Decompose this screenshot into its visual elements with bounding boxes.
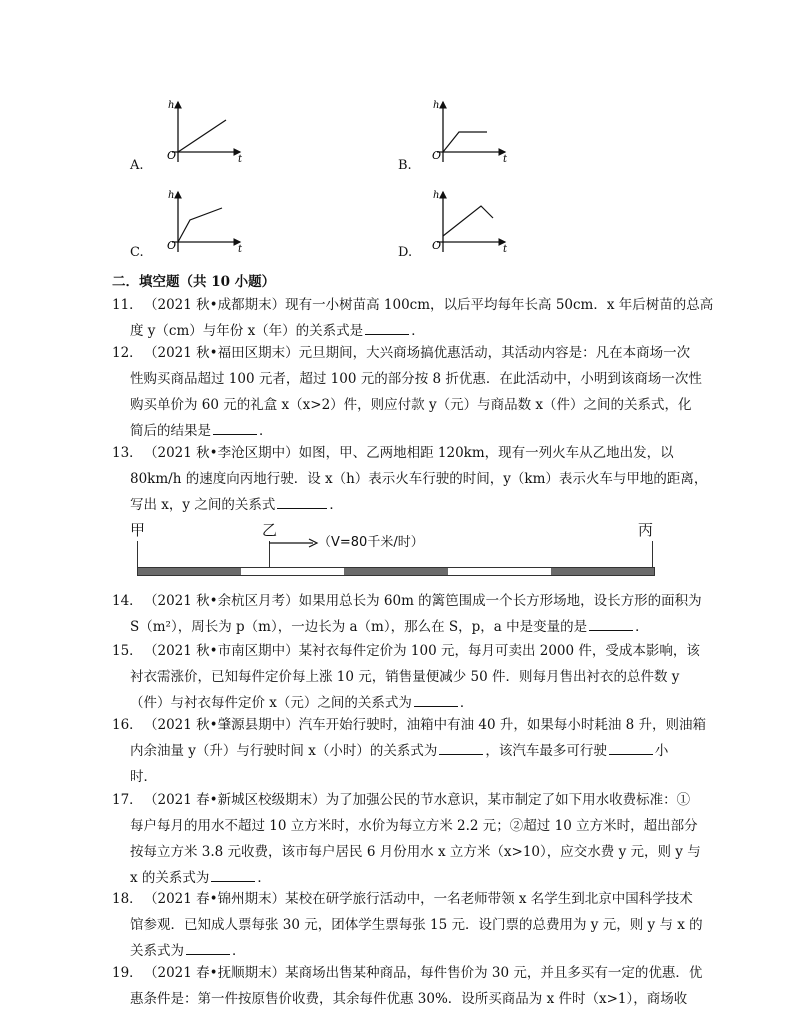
question-text: ，该汽车最多可行驶 — [485, 743, 607, 759]
question-text: 购买单价为 60 元的礼盒 x（x>2）件，则应付款 y（元）与商品数 x（件）之间的关系式，化 — [130, 397, 692, 413]
axis-t-label: t — [503, 154, 508, 165]
track-segment — [448, 568, 551, 575]
answer-blank[interactable] — [609, 740, 653, 755]
answer-blank[interactable] — [589, 616, 633, 631]
question-text: ． — [257, 870, 271, 886]
question-text: 惠条件是：第一件按原售价收费，其余每件优惠 30%．设所买商品为 x 件时（x>1），商场收 — [130, 991, 688, 1007]
question-text: 写出 x，y 之间的关系式 — [130, 497, 276, 513]
question-text: （2021 秋•成都期末）现有一小树苗高 100cm，以后平均每年长高 50cm．x 年后树苗的总高 — [144, 297, 714, 313]
question-text: 馆参观．已知成人票每张 30 元，团体学生票每张 15 元．设门票的总费用为 y 元，则 y 与 x 的 — [130, 917, 703, 933]
question-number: 17． — [112, 792, 143, 808]
question-text: 度 y（cm）与年份 x（年）的关系式是 — [130, 323, 364, 339]
question-text: 内余油量 y（升）与行驶时间 x（小时）的关系式为 — [130, 743, 438, 759]
question-text: （2021 秋•余杭区月考）如果用总长为 60m 的篱笆围成一个长方形场地，设长方形的面积为 — [144, 593, 702, 609]
origin-label: O — [432, 239, 442, 252]
question-11 — [112, 292, 714, 344]
question-number: 19． — [112, 965, 143, 981]
track-segment — [241, 568, 344, 575]
question-text: （2021 春•新城区校级期末）为了加强公民的节水意识，某市制定了如下用水收费标准：① — [144, 792, 691, 808]
option-a-label: A. — [130, 158, 144, 173]
question-text: （2021 秋•李沧区期中）如图，甲、乙两地相距 120km，现有一列火车从乙地出发，以 — [144, 445, 674, 461]
question-19 — [112, 960, 703, 1012]
railway-track — [137, 567, 655, 576]
graph-c — [160, 186, 250, 256]
origin-label: O — [167, 149, 177, 162]
track-segment — [344, 568, 447, 575]
question-17 — [112, 787, 700, 891]
question-text: ． — [459, 695, 474, 711]
question-text: S（m²），周长为 p（m），一边长为 a（m），那么在 S，p，a 中是变量的是 — [130, 619, 588, 635]
option-c-label: C. — [130, 245, 144, 260]
answer-blank[interactable] — [186, 940, 230, 955]
axis-h-label: h — [168, 190, 175, 201]
origin-label: O — [167, 239, 177, 252]
direction-arrow — [269, 537, 319, 549]
option-d-label: D. — [398, 245, 413, 260]
question-text: ． — [411, 323, 425, 339]
answer-blank[interactable] — [213, 420, 257, 435]
station-yi: 乙 — [262, 521, 278, 539]
axis-t-label: t — [238, 244, 243, 255]
question-text: （件）与衬衣每件定价 x（元）之间的关系式为 — [130, 695, 412, 711]
question-text: 80km/h 的速度向丙地行驶．设 x（h）表示火车行驶的时间，y（km）表示火车与甲地的距离， — [130, 471, 708, 487]
question-text: （2021 春•锦州期末）某校在研学旅行活动中，一名老师带领 x 名学生到北京中国科学技术 — [144, 891, 693, 907]
question-text: 性购买商品超过 100 元者，超过 100 元的部分按 8 折优惠．在此活动中，小明到该商场一次性 — [130, 371, 702, 387]
tick-bing — [652, 541, 653, 569]
question-18 — [112, 886, 703, 964]
speed-label: （V=80千米/时） — [318, 535, 424, 550]
question-text: 简后的结果是 — [130, 423, 211, 439]
axis-t-label: t — [238, 154, 243, 165]
question-text: （2021 秋•肇源县期中）汽车开始行驶时，油箱中有油 40 升，如果每小时耗油 8 升，则油箱 — [144, 717, 707, 733]
question-text: 每户每月的用水不超过 10 立方米时，水价为每立方米 2.2 元；②超过 10 立方米时，超出部分 — [130, 818, 698, 834]
question-12 — [112, 340, 700, 444]
question-14 — [112, 588, 700, 640]
axis-h-label: h — [433, 100, 440, 111]
question-number: 14． — [112, 593, 143, 609]
question-text: ． — [329, 497, 343, 513]
question-number: 13． — [112, 445, 143, 461]
question-text: 衬衣需涨价，已知每件定价每上涨 10 元，销售量便减少 50 件．则每月售出衬衣的总件数 y — [130, 669, 680, 685]
question-text: （2021 春•抚顺期末）某商场出售某种商品，每件售价为 30 元，并且多买有一定的优惠．优 — [144, 965, 703, 981]
axis-h-label: h — [433, 190, 440, 201]
question-13 — [112, 440, 708, 518]
graph-a — [160, 96, 250, 166]
option-b-label: B. — [398, 158, 412, 173]
question-text: ． — [635, 619, 649, 635]
question-text: 小 — [654, 743, 669, 759]
question-text: 关系式为 — [130, 943, 184, 959]
question-text: 按每立方米 3.8 元收费，该市每户居民 6 月份用水 x 立方米（x>10），应交水费 y 元，则 y 与 — [130, 844, 701, 860]
section-title: 二．填空题（共 10 小题） — [112, 274, 276, 290]
track-segment — [138, 568, 241, 575]
question-text: 时． — [130, 769, 157, 785]
answer-blank[interactable] — [439, 740, 483, 755]
tick-jia — [137, 541, 138, 569]
question-text: ． — [259, 423, 273, 439]
station-jia: 甲 — [130, 521, 146, 539]
question-number: 18． — [112, 891, 143, 907]
question-text: （2021 秋•市南区期中）某衬衣每件定价为 100 元，每月可卖出 2000 件，受成本影响，该 — [144, 643, 700, 659]
station-bing: 丙 — [638, 521, 654, 539]
answer-blank[interactable] — [365, 320, 409, 335]
axis-t-label: t — [503, 244, 508, 255]
answer-blank[interactable] — [414, 692, 458, 707]
question-text: ． — [232, 943, 246, 959]
question-number: 11． — [112, 297, 143, 313]
graph-b — [425, 96, 515, 166]
question-16 — [112, 712, 707, 790]
question-number: 12． — [112, 345, 143, 361]
graph-d — [425, 186, 515, 256]
train-figure — [112, 515, 672, 585]
answer-blank[interactable] — [277, 494, 327, 509]
question-text: （2021 秋•福田区期末）元旦期间，大兴商场搞优惠活动，其活动内容是：凡在本商场一次 — [144, 345, 691, 361]
question-number: 15． — [112, 643, 143, 659]
question-15 — [112, 638, 700, 716]
answer-blank[interactable] — [211, 867, 255, 882]
origin-label: O — [432, 149, 442, 162]
track-segment — [551, 568, 654, 575]
question-text: x 的关系式为 — [130, 870, 210, 886]
axis-h-label: h — [168, 100, 175, 111]
question-number: 16． — [112, 717, 143, 733]
